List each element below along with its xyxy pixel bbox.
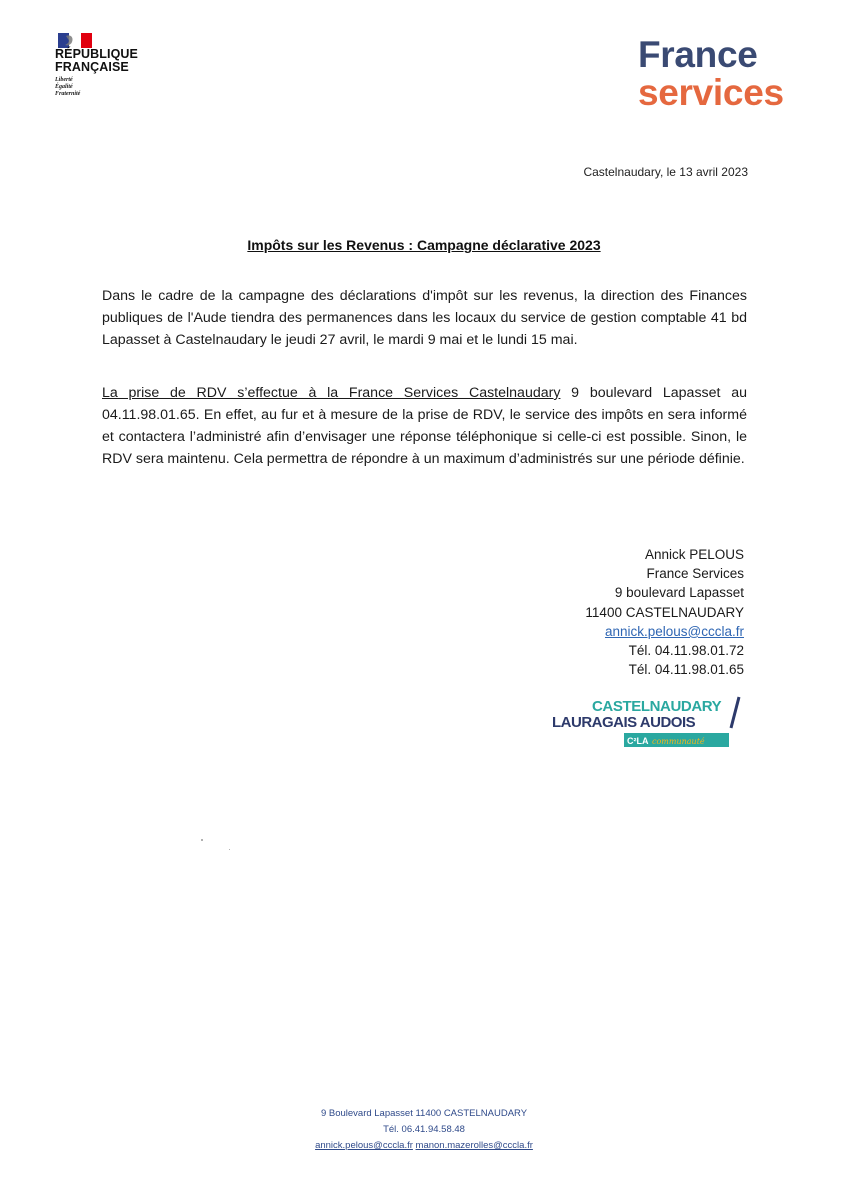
signature-block xyxy=(585,545,744,679)
letter-title: Impôts sur les Revenus : Campagne déclarative 2023 xyxy=(247,237,601,253)
france-services-logo-line2: services xyxy=(638,72,784,113)
community-logo-badge-sub: communauté xyxy=(652,737,705,746)
paragraph-2-rest: 9 boulevard Lapasset au 04.11.98.01.65. En effet, au fur et à mesure de la prise de RDV, le service des impôts en sera informé et contactera l’administré afin d’envisager une réponse téléphonique si celle-ci est possible. Sinon, le RDV sera maintenu. Cela permettra de répondre à un maximum d’administrés sur une période définie. xyxy=(102,385,747,467)
letter-date: Castelnaudary, le 13 avril 2023 xyxy=(583,165,748,179)
scan-speck xyxy=(201,839,203,841)
marianne-flag-icon xyxy=(58,33,92,48)
community-logo-line1: CASTELNAUDARY xyxy=(592,698,722,715)
motto-liberte: Liberté xyxy=(55,77,73,83)
footer-email-1[interactable]: annick.pelous@cccla.fr xyxy=(315,1140,413,1151)
footer-email-2[interactable]: manon.mazerolles@cccla.fr xyxy=(415,1140,533,1151)
france-services-logo-line1: France xyxy=(638,34,758,75)
footer-address: 9 Boulevard Lapasset 11400 CASTELNAUDARY xyxy=(320,1108,528,1119)
castelnaudary-lauragais-audois-logo xyxy=(552,694,752,750)
republique-francaise-logo xyxy=(55,33,155,98)
signature-org: France Services xyxy=(646,566,744,582)
motto-egalite: Égalité xyxy=(55,84,73,90)
footer xyxy=(0,1106,848,1154)
paragraph-2-underlined: La prise de RDV s’effectue à la France Services Castelnaudary xyxy=(102,385,561,401)
motto-fraternite: Fraternité xyxy=(55,91,81,97)
republique-title-line1: RÉPUBLIQUE xyxy=(55,47,138,61)
signature-tel-2: Tél. 04.11.98.01.65 xyxy=(628,662,744,678)
paragraph-1: Dans le cadre de la campagne des déclarations d'impôt sur les revenus, la direction des Finances publiques de l'Aude tiendra des permanences dans les locaux du service de gestion comptable 41 bd Lapasset à Castelnaudary le jeudi 27 avril, le mardi 9 mai et le lundi 15 mai. xyxy=(102,288,747,348)
paragraph-2 xyxy=(102,382,747,470)
signature-city: 11400 CASTELNAUDARY xyxy=(585,604,744,620)
signature-email-link[interactable]: annick.pelous@cccla.fr xyxy=(604,623,744,639)
signature-tel-1: Tél. 04.11.98.01.72 xyxy=(628,643,744,659)
scan-speck xyxy=(229,849,230,850)
signature-name: Annick PELOUS xyxy=(644,547,744,562)
signature-street: 9 boulevard Lapasset xyxy=(614,585,744,601)
community-logo-line2: LAURAGAIS AUDOIS xyxy=(552,714,696,731)
footer-tel: Tél. 06.41.94.58.48 xyxy=(383,1124,465,1135)
france-services-logo xyxy=(638,36,784,112)
community-logo-badge: C²LA xyxy=(627,736,649,746)
republique-title-line2: FRANÇAISE xyxy=(55,60,129,74)
